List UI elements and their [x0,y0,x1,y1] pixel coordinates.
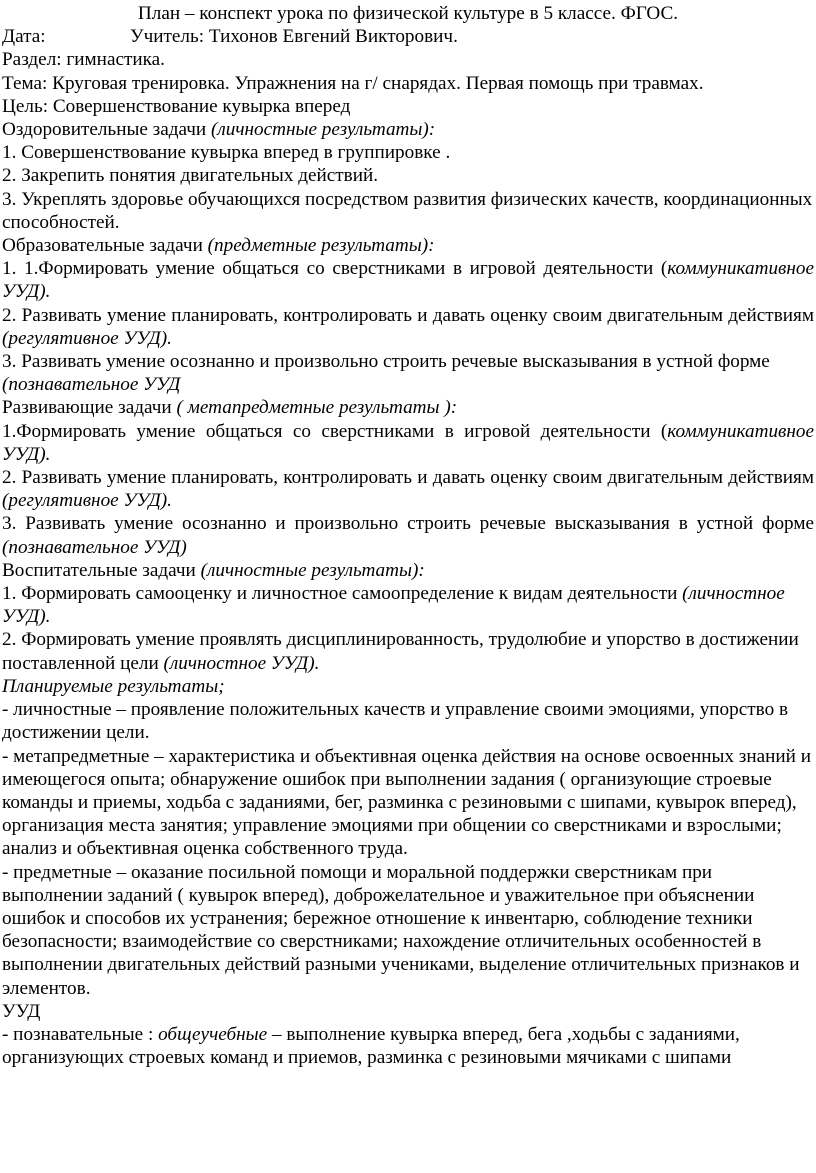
planned-results-heading: Планируемые результаты; [2,675,225,697]
dev-item-1-italic: коммуникативное УУД). [2,420,814,465]
health-item-1: 1. Совершенствование кувырка вперед в группировке . [2,142,451,164]
teacher-name: Учитель: Тихонов Евгений Викторович. [130,26,458,48]
edu-item-2-italic: (регулятивное УУД). [2,327,172,349]
edu-item-3 [2,350,814,396]
edu-heading-italic: (предметные результаты): [207,235,435,257]
health-item-2: 2. Закрепить понятия двигательных действий. [2,165,379,187]
section-line: Раздел: гимнастика. [2,49,165,71]
date-label: Дата: [2,26,46,48]
edu-item-1-text: 1. 1.Формировать умение общаться со сверстниками в игровой деятельности ( [2,258,668,280]
dev-item-2-italic: (регулятивное УУД). [2,490,172,512]
edu-item-3-italic: (познавательное УУД [2,374,181,396]
edu-item-3-text: 3. Развивать умение осознанно и произвольно строить речевые высказывания в устной форме [2,351,770,373]
date-teacher-line [2,25,814,48]
dev-item-2 [2,466,814,512]
dev-item-3-text: 3. Развивать умение осознанно и произвольно строить речевые высказывания в устной форме [2,513,814,535]
health-item-3: 3. Укреплять здоровье обучающихся посредством развития физических качеств, координационных способностей. [2,188,813,233]
upbringing-item-2 [2,628,814,674]
uud-cognitive-prefix: - познавательные : [2,1023,159,1045]
edu-tasks-heading [2,234,814,257]
edu-heading-text: Образовательные задачи [2,235,203,257]
document-title: План – конспект урока по физической культуре в 5 классе. ФГОС. [137,3,679,24]
edu-item-1-italic: коммуникативное УУД). [2,258,814,303]
upbringing-item-1-italic: (личностное УУД). [2,583,785,628]
planned-subject: - предметные – оказание посильной помощи и моральной поддержки сверстникам при выполнении заданий ( кувырок вперед), доброжелательное и уважительное при объяснении ошибок и способов их устранения; бережное отношение к инвентарю, соблюдение техники безопасности; взаимодействие со сверстниками; нахождение отличительных особенностей в выполнении двигательных действий разными учениками, выделение отличительных признаков и элементов. [2,861,800,999]
upbringing-item-1-text: 1. Формировать самооценку и личностное самоопределение к видам деятельности [2,583,683,605]
dev-item-2-text: 2. Развивать умение планировать, контролировать и давать оценку своим двигательным действиям [2,467,814,489]
dev-item-1 [2,420,814,466]
planned-metasubject: - метапредметные – характеристика и объективная оценка действия на основе освоенных знаний и имеющегося опыта; обнаружение ошибок при выполнении задания ( организующие строевые команды и приемы, ходьба с заданиями, бег, разминка с резиновыми с шипами, кувырок вперед), организация места занятия; управление эмоциями при общении со сверстниками и взрослыми; анализ и объективная оценка собственного труда. [2,745,812,860]
health-heading-text: Оздоровительные задачи [2,119,207,141]
upbringing-heading-text: Воспитательные задачи [2,559,196,581]
dev-heading-italic: ( метапредметные результаты ): [176,397,458,419]
theme-line: Тема: Круговая тренировка. Упражнения на г/ снарядах. Первая помощь при травмах. [2,72,704,94]
upbringing-item-2-italic: (личностное УУД). [163,652,320,674]
upbringing-item-1 [2,582,814,628]
uud-cognitive-italic: общеучебные [158,1023,268,1045]
edu-item-2 [2,304,814,350]
edu-item-1 [2,257,814,303]
dev-item-1-text: 1.Формировать умение общаться со сверстниками в игровой деятельности ( [2,420,668,442]
health-tasks-heading [2,118,814,141]
dev-heading-text: Развивающие задачи [2,397,172,419]
uud-cognitive [2,1023,814,1069]
edu-item-2-text: 2. Развивать умение планировать, контролировать и давать оценку своим двигательным действиям [2,304,814,326]
dev-item-3-italic: (познавательное УУД) [2,536,187,558]
planned-personal: - личностные – проявление положительных качеств и управление своими эмоциями, упорство в достижении цели. [2,699,789,744]
upbringing-tasks-heading [2,559,814,582]
upbringing-heading-italic: (личностные результаты): [200,559,425,581]
uud-cognitive-text: – выполнение кувырка вперед, бега ,ходьбы с заданиями, организующих строевых команд и приемов, разминка с резиновыми мячиками с шипами [2,1023,740,1069]
upbringing-item-2-text: 2. Формировать умение проявлять дисциплинированность, трудолюбие и упорство в достижении поставленной цели [2,629,799,674]
goal-line: Цель: Совершенствование кувырка вперед [2,95,351,117]
uud-heading: УУД [2,1000,41,1022]
dev-item-3 [2,512,814,558]
dev-tasks-heading [2,396,814,419]
health-heading-italic: (личностные результаты): [210,119,436,141]
